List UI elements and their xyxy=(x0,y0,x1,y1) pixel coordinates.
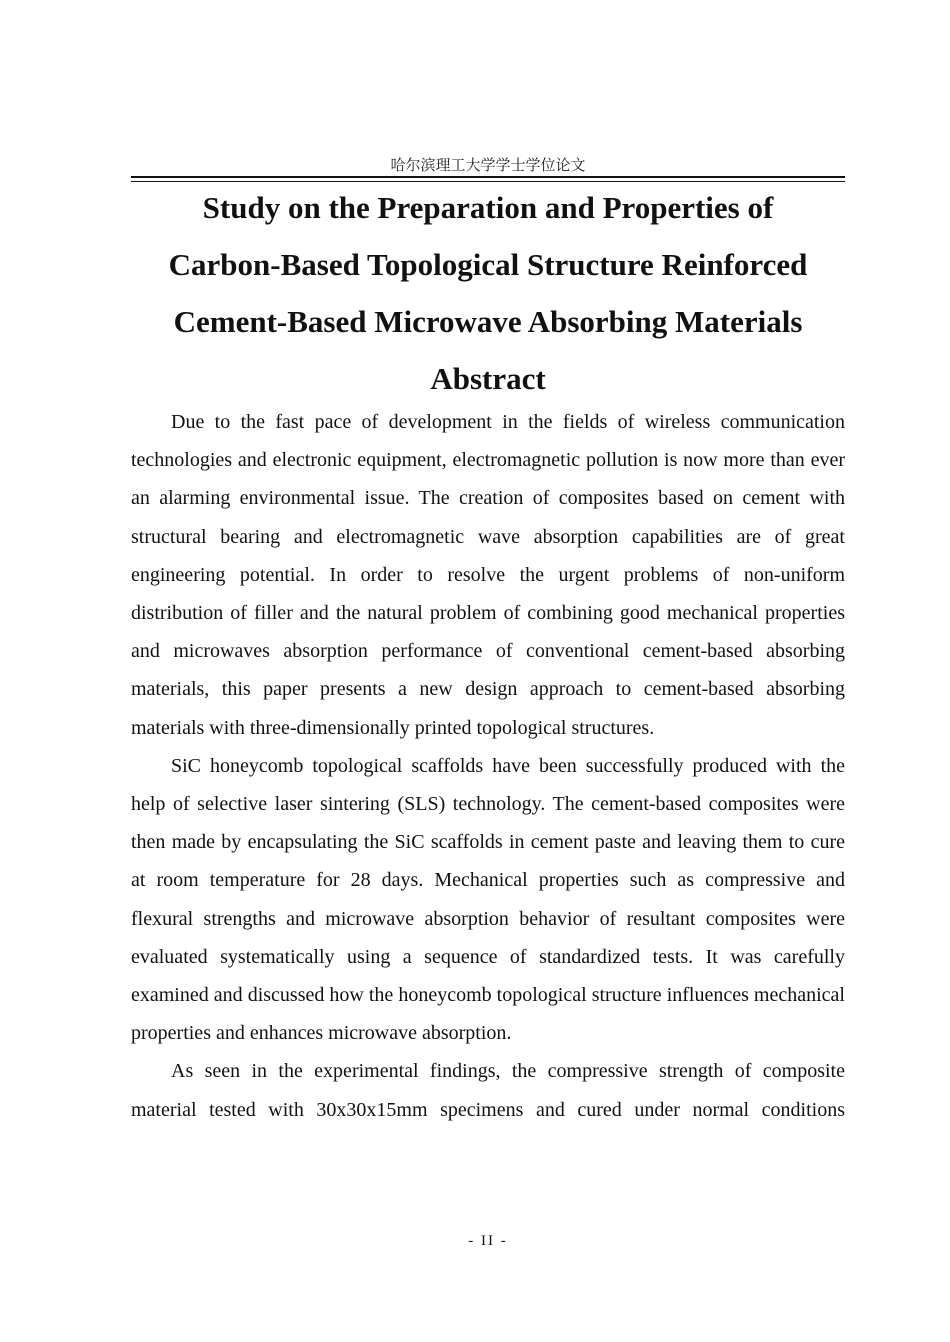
paragraph-1: Due to the fast pace of development in the fields of wireless communication technologies and electronic equipment, electromagnetic pollution is now more than ever an alarming environmental issue. The creation of composites based on cement with structural bearing and electromagnetic wave absorption capabilities are of great engineering potential. In order to resolve the urgent problems of non-uniform distribution of filler and the natural problem of combining good mechanical properties and microwaves absorption performance of conventional cement-based absorbing materials, this paper presents a new design approach to cement-based absorbing materials with three-dimensionally printed topological structures. xyxy=(131,411,845,739)
abstract-body xyxy=(131,403,845,1129)
title-line-3: Cement-Based Microwave Absorbing Materials xyxy=(173,304,803,339)
paragraph-3: As seen in the experimental findings, the compressive strength of composite material tested with 30x30x15mm specimens and cured under normal conditions xyxy=(131,1060,845,1121)
title-line-1: Study on the Preparation and Properties of xyxy=(202,190,774,225)
title-block xyxy=(131,179,845,407)
header-rule-thick xyxy=(131,176,845,178)
paragraph-2: SiC honeycomb topological scaffolds have been successfully produced with the help of selective laser sintering (SLS) technology. The cement-based composites were then made by encapsulating the SiC scaffolds in cement paste and leaving them to cure at room temperature for 28 days. Mechanical properties such as compressive and flexural strengths and microwave absorption behavior of resultant composites were evaluated systematically using a sequence of standardized tests. It was carefully examined and discussed how the honeycomb topological structure influences mechanical properties and enhances microwave absorption. xyxy=(131,754,845,1045)
page-number: - II - xyxy=(468,1233,508,1249)
abstract-heading: Abstract xyxy=(430,361,546,396)
running-header: 哈尔滨理工大学学士学位论文 xyxy=(390,156,586,174)
title-line-2: Carbon-Based Topological Structure Reinforced xyxy=(168,247,808,282)
